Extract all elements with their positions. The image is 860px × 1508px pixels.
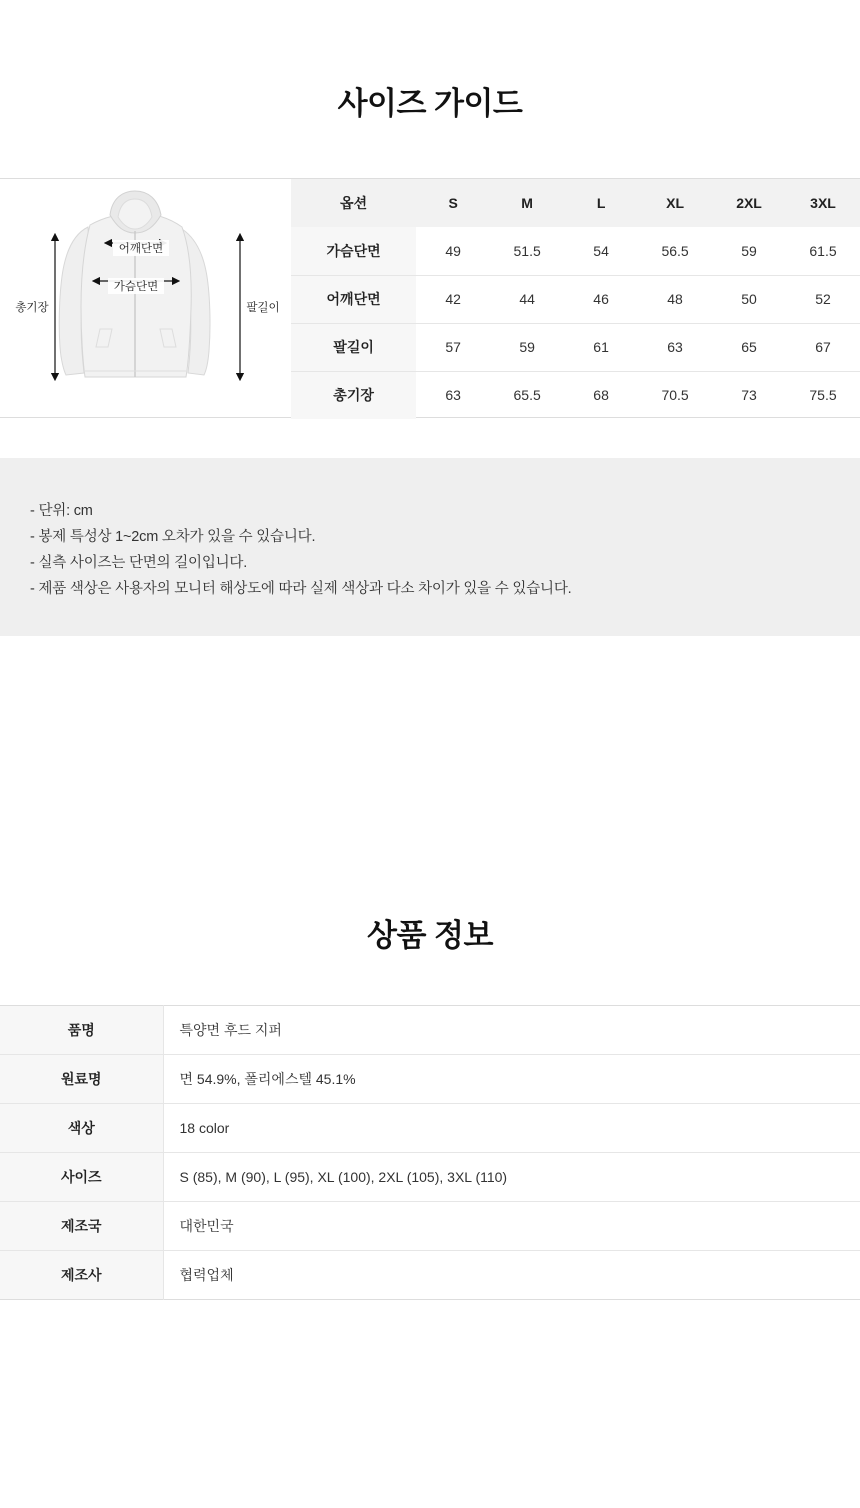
info-row-value: S (85), M (90), L (95), XL (100), 2XL (105), 3XL (110): [163, 1153, 860, 1202]
size-cell: 59: [712, 227, 786, 275]
size-cell: 65: [712, 323, 786, 371]
size-cell: 48: [638, 275, 712, 323]
size-row-label: 어깨단면: [291, 275, 416, 323]
table-row: [291, 227, 860, 275]
size-table-header-m: M: [490, 179, 564, 227]
size-cell: 61: [564, 323, 638, 371]
size-cell: 67: [786, 323, 860, 371]
info-row-label: 사이즈: [0, 1153, 163, 1202]
size-cell: 54: [564, 227, 638, 275]
label-chest-width: 가슴단면: [113, 281, 159, 293]
note-line: - 제품 색상은 사용자의 모니터 해상도에 따라 실제 색상과 다소 차이가 있을 수 있습니다.: [30, 581, 572, 597]
size-notes-block: [0, 458, 860, 636]
size-cell: 61.5: [786, 227, 860, 275]
size-table-header-l: L: [564, 179, 638, 227]
size-cell: 65.5: [513, 387, 541, 404]
info-row-value: 18 color: [163, 1104, 860, 1153]
size-table-header-2xl: 2XL: [712, 179, 786, 227]
size-table-header-row: [291, 179, 860, 227]
table-row: [0, 1251, 860, 1300]
info-row-value: 대한민국: [163, 1202, 860, 1251]
info-row-label: 색상: [0, 1104, 163, 1153]
table-row: [0, 1006, 860, 1055]
size-table-header-option: 옵션: [291, 179, 416, 227]
size-cell: 49: [416, 227, 490, 275]
size-table-header-s: S: [416, 179, 490, 227]
size-row-label: 팔길이: [291, 323, 416, 371]
size-table-header-xl: XL: [638, 179, 712, 227]
size-cell: 63: [638, 323, 712, 371]
table-row: [0, 1104, 860, 1153]
label-shoulder-width: 어깨단면: [118, 243, 164, 255]
page-title-size-guide: 사이즈 가이드: [337, 86, 523, 121]
size-cell: 57: [416, 323, 490, 371]
size-cell: 70.5: [661, 387, 689, 404]
table-row: [291, 371, 860, 419]
size-table: [291, 179, 860, 419]
size-cell: 51.5: [490, 227, 564, 275]
size-cell: 46: [564, 275, 638, 323]
note-line: - 단위: cm: [30, 503, 93, 519]
table-row: [0, 1153, 860, 1202]
info-row-value: 특양면 후드 지퍼: [163, 1006, 860, 1055]
size-cell: 44: [490, 275, 564, 323]
info-row-value: 면 54.9%, 폴리에스텔 45.1%: [163, 1055, 860, 1104]
size-cell: 50: [712, 275, 786, 323]
table-row: [0, 1055, 860, 1104]
size-row-label: 가슴단면: [291, 227, 416, 275]
note-line: - 실측 사이즈는 단면의 길이입니다.: [30, 555, 248, 571]
info-row-label: 품명: [0, 1006, 163, 1055]
table-row: [291, 323, 860, 371]
label-total-length: 총기장: [15, 302, 49, 314]
info-row-value: 협력업체: [179, 1267, 234, 1283]
size-table-header-3xl: 3XL: [786, 179, 860, 227]
size-cell: 42: [416, 275, 490, 323]
size-cell: 75.5: [809, 387, 837, 404]
size-cell: 56.5: [638, 227, 712, 275]
info-row-label: 원료명: [0, 1055, 163, 1104]
product-info-table: [0, 1005, 860, 1300]
size-cell: 73: [741, 387, 757, 404]
size-cell: 59: [490, 323, 564, 371]
size-cell: 68: [593, 387, 609, 404]
size-guide-block: [0, 178, 860, 418]
size-cell: 52: [786, 275, 860, 323]
size-row-label: 총기장: [291, 371, 416, 419]
hoodie-measurement-illustration: [0, 179, 291, 417]
table-row: [0, 1202, 860, 1251]
size-cell: 63: [445, 387, 461, 404]
table-row: [291, 275, 860, 323]
label-sleeve-length: 팔길이: [246, 302, 280, 314]
page-title-product-info: 상품 정보: [367, 918, 493, 953]
note-line: - 봉제 특성상 1~2cm 오차가 있을 수 있습니다.: [30, 529, 316, 545]
info-row-label: 제조국: [0, 1202, 163, 1251]
info-row-label: 제조사: [0, 1251, 163, 1300]
